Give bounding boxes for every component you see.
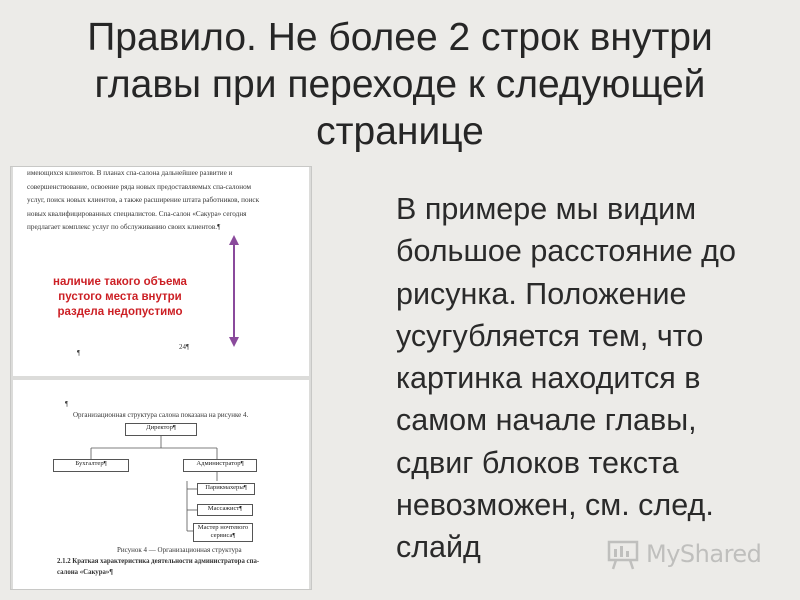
body-line: невозможен, см. след. — [396, 488, 714, 523]
annotation-line: наличие такого объема — [53, 276, 187, 288]
body-line: картинка находится в — [396, 361, 701, 396]
document-preview — [10, 166, 312, 590]
page1-paragraph — [27, 167, 299, 235]
heading-line: 2.1.2 Краткая характеристика деятельности администратора спа- — [57, 558, 260, 565]
paragraph-line: услуг, поиск новых клиентов, а также расширение штата работников, поиск — [27, 196, 260, 204]
figure-caption: Рисунок 4 — Организационная структура — [117, 546, 242, 554]
pilcrow-mark: ¶ — [65, 400, 69, 408]
presentation-board-icon — [606, 537, 640, 571]
body-line: слайд — [396, 530, 481, 565]
org-box-night-master: Мастер ночтевого сервиса¶ — [193, 523, 253, 542]
annotation-line: пустого места внутри — [58, 291, 182, 303]
paragraph-line: предлагает комплекс услуг по обслуживанию своих клиентов.¶ — [27, 223, 221, 231]
pilcrow-mark: ¶ — [77, 349, 81, 357]
org-box-administrator: Администратор¶ — [183, 459, 257, 472]
figure-intro: Организационная структура салона показана на рисунке 4. — [73, 411, 249, 419]
body-line: В примере мы видим — [396, 192, 697, 226]
document-page-2 — [13, 380, 309, 589]
section-heading — [57, 556, 297, 578]
document-page-1 — [13, 167, 309, 376]
body-line: усугубляется тем, что — [396, 318, 704, 353]
body-line: сдвиг блоков текста — [396, 445, 679, 480]
body-line: большое расстояние до — [396, 234, 736, 269]
org-box-director: Директор¶ — [125, 423, 197, 436]
title-line: странице — [316, 110, 484, 153]
annotation-line: раздела недопустимо — [57, 306, 183, 318]
title-line: Правило. Не более 2 строк внутри — [87, 16, 713, 59]
org-box-accountant: Бухгалтер¶ — [53, 459, 129, 472]
body-line: самом начале главы, — [396, 403, 697, 438]
paragraph-line: новых квалифицированных специалистов. Спа-салон «Сакура» сегодня — [27, 209, 247, 218]
double-arrow-icon — [225, 235, 243, 347]
paragraph-line: имеющихся клиентов. В планах спа-салона дальнейшее развитие и — [27, 169, 233, 177]
annotation-note — [31, 275, 209, 320]
watermark-text: MyShared — [646, 540, 762, 568]
org-box-hairdressers: Парикмахеры¶ — [197, 483, 255, 495]
title-line: главы при переходе к следующей — [94, 63, 706, 106]
org-box-masseur: Массажист¶ — [197, 504, 253, 516]
body-line: рисунка. Положение — [396, 276, 687, 311]
page-number: 24¶ — [179, 343, 190, 351]
paragraph-line: совершенствование, освоение ряда новых предоставляемых спа-салоном — [27, 182, 252, 191]
slide-body-text — [396, 188, 776, 569]
heading-line: салона «Сакура»¶ — [57, 569, 113, 576]
slide-title — [40, 14, 760, 155]
watermark-logo — [606, 534, 761, 574]
